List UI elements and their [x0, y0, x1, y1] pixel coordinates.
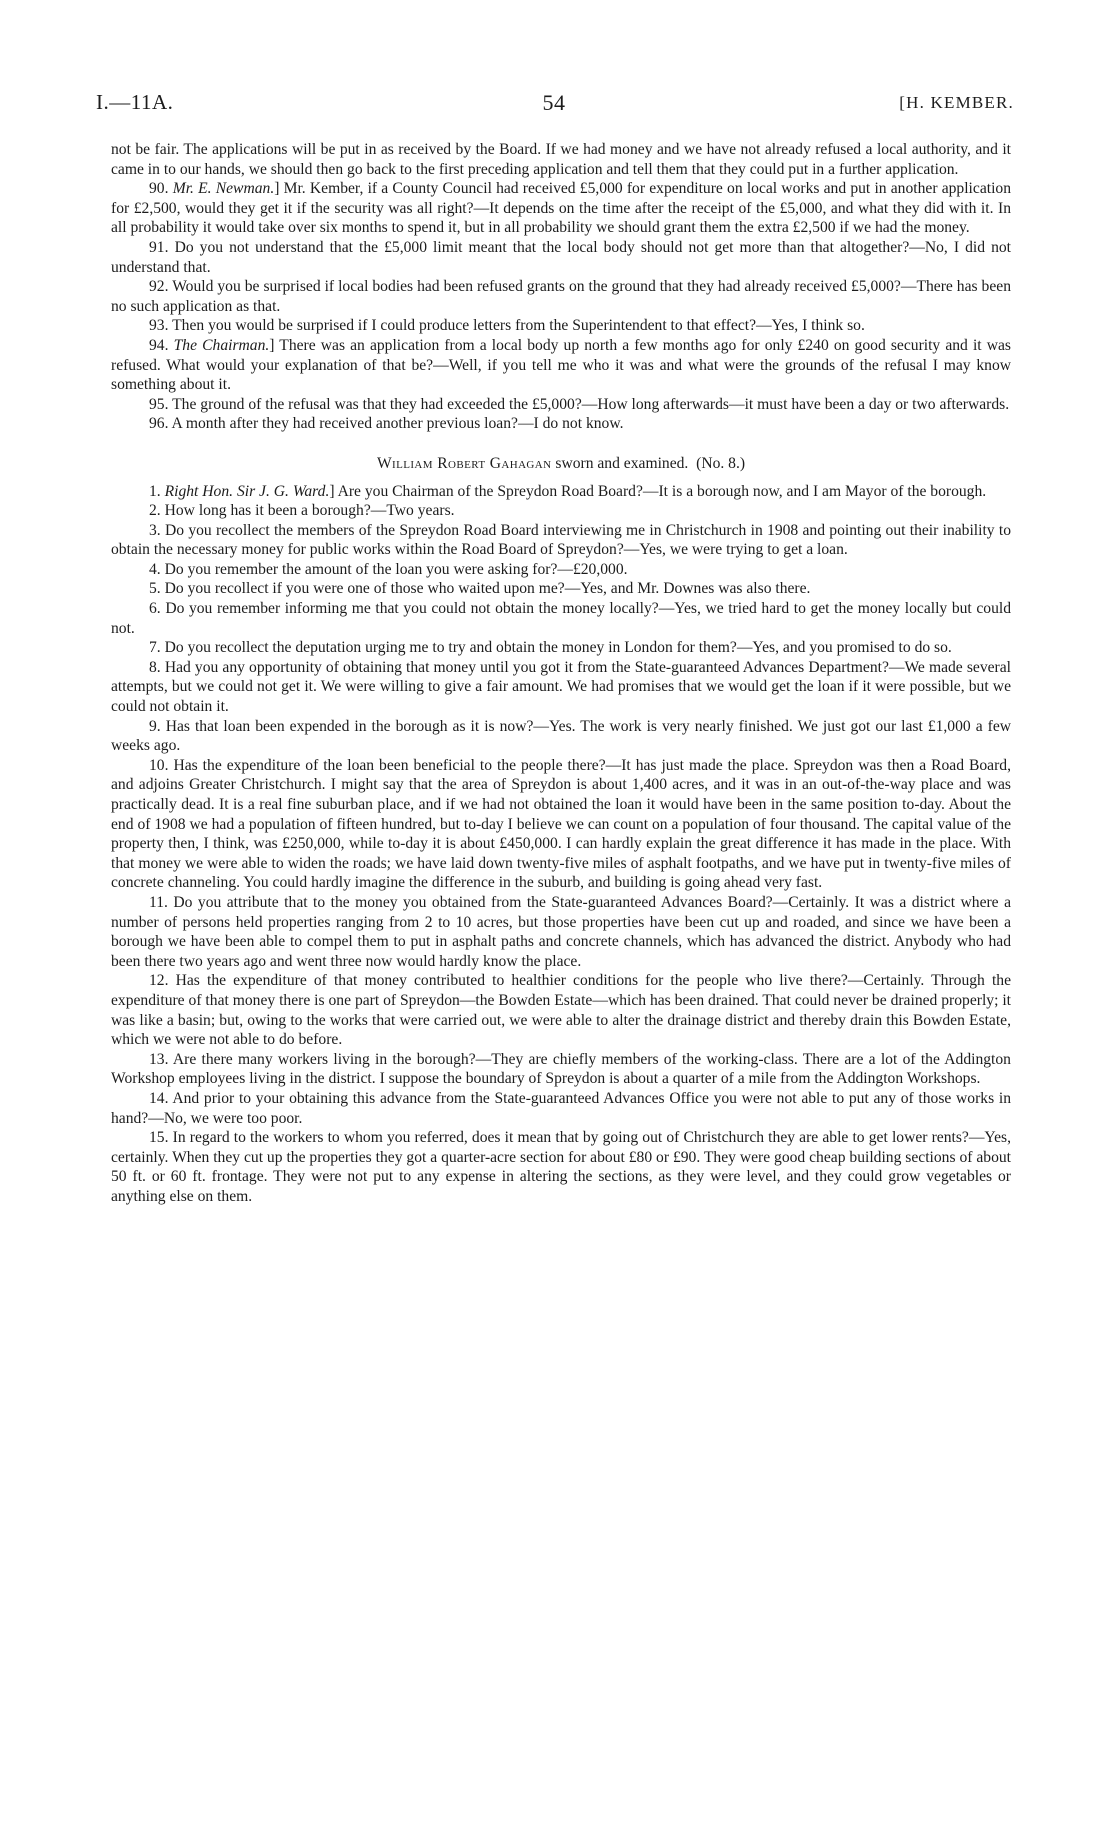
- paragraph-91: 91. Do you not understand that the £5,000 limit meant that the local body should not get more than that altogether?—No, I did not understand that.: [111, 238, 1012, 276]
- question-12: 12. Has the expenditure of that money contributed to healthier conditions for the people who live there?—Certainly. Through the expenditure of that money there is one part of Spreydon—the Bowden Estate—which has been drained. That could never be drained properly; it was like a basin; but, owing to the works that were carried out, we were able to alter the drainage district and thereby drain this Bowden Estate, which we were not able to do before.: [111, 972, 1012, 1049]
- question-number: 8.: [149, 658, 161, 676]
- paragraph-92: 92. Would you be surprised if local bodies had been refused grants on the ground that they had already received £5,000?—There has been no such application as that.: [111, 278, 1011, 315]
- paragraph-96: 96. A month after they had received another previous loan?—I do not know.: [149, 415, 624, 433]
- question-number: 1.: [149, 482, 161, 500]
- question-number: 95.: [149, 395, 169, 413]
- witness-heading: William Robert Gahagan sworn and examined. (No. 8.): [376, 454, 746, 472]
- document-body: [111, 140, 1011, 1206]
- paragraph-93: 93. Then you would be surprised if I could produce letters from the Superintendent to that effect?—Yes, I think so.: [149, 317, 865, 335]
- paragraph-95: 95. The ground of the refusal was that they had exceeded the £5,000?—How long afterwards—it must have been a day or two afterwards.: [149, 395, 1010, 413]
- witness-number: (No. 8.): [696, 454, 746, 472]
- question-number: 10.: [149, 756, 169, 774]
- paragraph: not be fair. The applications will be put in as received by the Board. If we had money and we have not already refused a local authority, and it came in to our hands, we should then go back to the first preceding application and tell them that they could put in a further application.: [111, 141, 1011, 178]
- question-number: 94.: [149, 336, 169, 354]
- question-number: 7.: [149, 639, 161, 657]
- paragraph-94: 94. The Chairman.] There was an application from a local body up north a few months ago for only £240 on good security and it was refused. What would your explanation of that be?—Well, if you tell me who it was and what were the grounds of the refusal I may know something about it.: [111, 336, 1011, 394]
- question-11: 11. Do you attribute that to the money you obtained from the State-guaranteed Advances Board?—Certainly. It was a district where a number of persons held properties ranging from 2 to 10 acres, but those properties have been cut up and roaded, and since we have been a borough we have been able to compel them to put in asphalt paths and concrete channels, which has advanced the district. Anybody who had been there two years ago and went three now would hardly know the place.: [111, 893, 1011, 970]
- question-2: 2. How long has it been a borough?—Two years.: [149, 502, 455, 520]
- question-number: 6.: [149, 600, 161, 618]
- question-5: 5. Do you recollect if you were one of those who waited upon me?—Yes, and Mr. Downes was also there.: [149, 580, 811, 598]
- question-number: 5.: [149, 580, 161, 598]
- paper-reference: I.—11A.: [96, 90, 174, 114]
- page-number: 54: [542, 90, 566, 115]
- question-number: 11.: [149, 893, 168, 911]
- question-10: 10. Has the expenditure of the loan been beneficial to the people there?—It has just made the place. Spreydon was then a Road Board, and adjoins Greater Christchurch. I might say that the area of Spreydon is about 1,400 acres, and it was in an out-of-the-way place and was practically dead. It is a real fine suburban place, and if we had not obtained the loan it would have been in the same position to-day. About the end of 1908 we had a population of fifteen hundred, but to-day I believe we can count on a population of four thousand. The capital value of the property then, I think, was £250,000, while to-day it is about £450,000. I can hardly explain the great difference it has made in the place. With that money we were able to widen the roads; we have laid down twenty-five miles of asphalt footpaths, and we have put in twenty-five miles of concrete channeling. You could hardly imagine the difference in the suburb, and building is going ahead very fast.: [111, 756, 1011, 892]
- question-13: 13. Are there many workers living in the borough?—They are chiefly members of the working-class. There are a lot of the Addington Workshop employees living in the district. I suppose the boundary of Spreydon is about a quarter of a mile from the Addington Workshops.: [111, 1050, 1011, 1088]
- question-4: 4. Do you remember the amount of the loan you were asking for?—£20,000.: [149, 560, 628, 578]
- witness-name: William Robert Gahagan: [376, 454, 552, 472]
- speaker: Right Hon. Sir J. G. Ward.: [164, 482, 330, 500]
- question-number: 4.: [149, 560, 161, 578]
- question-number: 14.: [149, 1089, 169, 1107]
- speaker: Mr. E. Newman.: [172, 180, 275, 198]
- question-14: 14. And prior to your obtaining this advance from the State-guaranteed Advances Office you were not able to put any of those works in hand?—No, we were too poor.: [111, 1089, 1011, 1127]
- question-number: 91.: [149, 238, 169, 256]
- paragraph-90: 90. Mr. E. Newman.] Mr. Kember, if a County Council had received £5,000 for expenditure on local works and put in another application for £2,500, would they get it if the security was all right?—It depends on the time after the receipt of the £5,000, and what they did with it. In all probability it would take over six months to spend it, but in all probability we should grant them the extra £2,500 if we had the money.: [111, 180, 1011, 237]
- question-1: 1. Right Hon. Sir J. G. Ward.] Are you Chairman of the Spreydon Road Board?—It is a borough now, and I am Mayor of the borough.: [149, 482, 987, 500]
- question-number: 13.: [149, 1050, 169, 1068]
- question-3: 3. Do you recollect the members of the Spreydon Road Board interviewing me in Christchurch in 1908 and pointing out their inability to obtain the necessary money for public works within the Road Board of Spreydon?—Yes, we were trying to get a loan.: [111, 521, 1011, 559]
- question-number: 12.: [149, 972, 169, 990]
- question-7: 7. Do you recollect the deputation urging me to try and obtain the money in London for them?—Yes, and you promised to do so.: [149, 639, 952, 657]
- question-number: 15.: [149, 1129, 169, 1147]
- question-number: 96.: [149, 415, 169, 433]
- speaker: The Chairman.: [173, 336, 270, 354]
- question-number: 90.: [149, 180, 169, 198]
- question-number: 93.: [149, 317, 169, 335]
- page-header: [94, 90, 1014, 124]
- question-number: 3.: [149, 521, 161, 539]
- question-9: 9. Has that loan been expended in the borough as it is now?—Yes. The work is very nearly finished. We just got our last £1,000 a few weeks ago.: [111, 717, 1011, 755]
- question-15: 15. In regard to the workers to whom you referred, does it mean that by going out of Christchurch they are able to get lower rents?—Yes, certainly. When they cut up the properties they got a quarter-acre section for about £80 or £90. They were good cheap building sections of about 50 ft. or 60 ft. frontage. They were not put to any expense in altering the sections, as they were level, and they could grow vegetables or anything else on them.: [111, 1129, 1012, 1205]
- witness-reference: [H. KEMBER.: [899, 93, 1014, 112]
- question-number: 92.: [149, 278, 169, 296]
- question-number: 2.: [149, 502, 161, 520]
- question-number: 9.: [149, 717, 161, 735]
- question-8: 8. Had you any opportunity of obtaining that money until you got it from the State-guaranteed Advances Department?—We made several attempts, but we could not get it. We were willing to give a fair amount. We had promises that we would get the loan if it were possible, but we could not obtain it.: [111, 658, 1011, 716]
- question-6: 6. Do you remember informing me that you could not obtain the money locally?—Yes, we tried hard to get the money locally but could not.: [111, 600, 1011, 637]
